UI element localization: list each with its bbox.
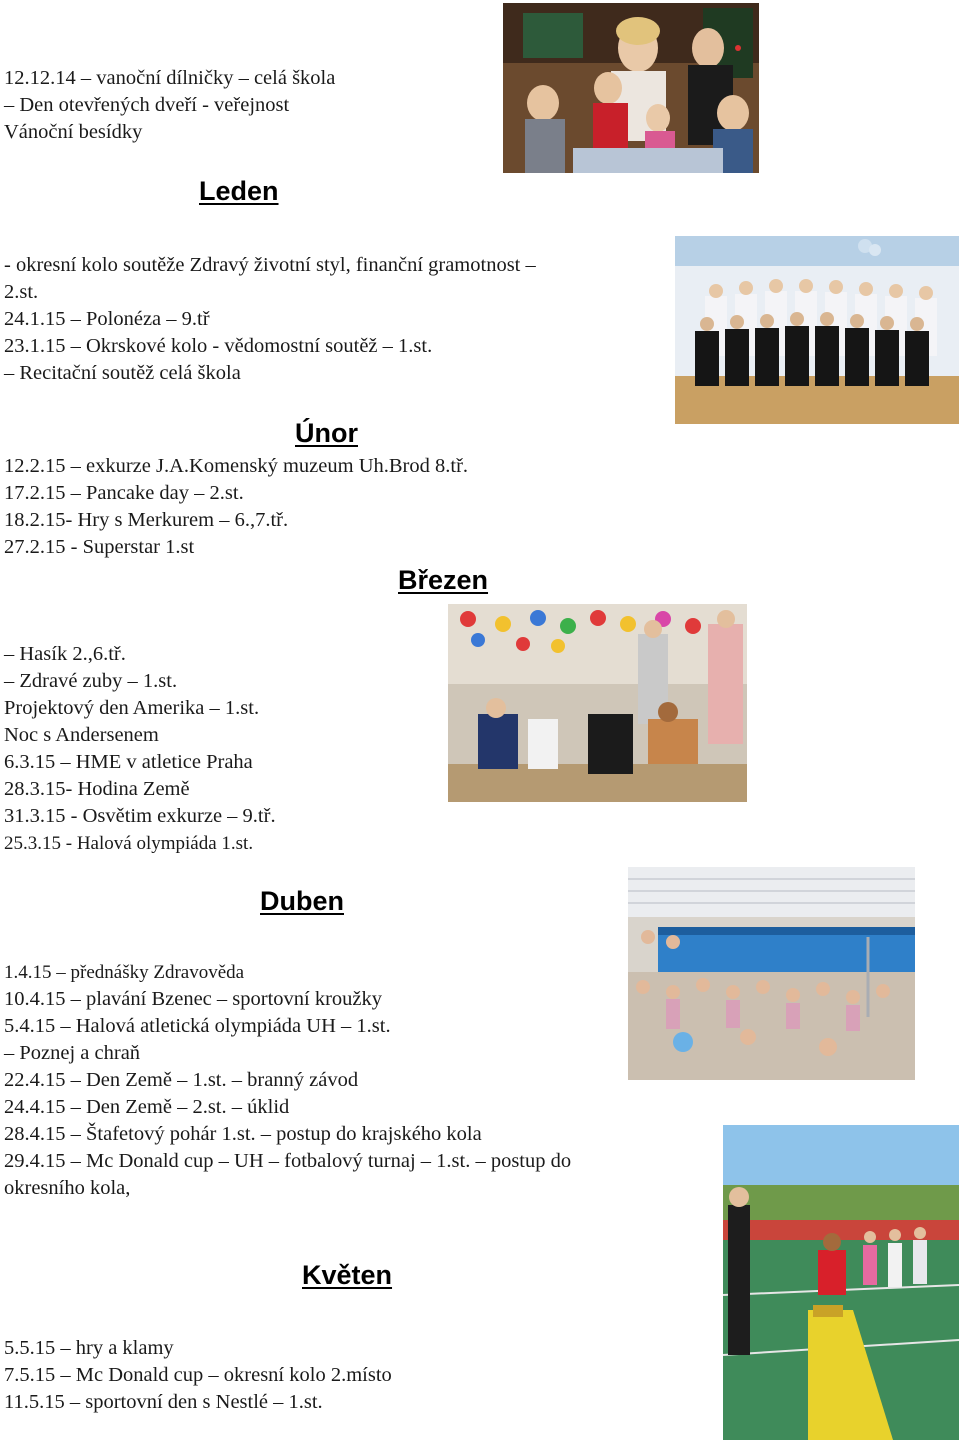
leden-line-4: 23.1.15 – Okrskové kolo - vědomostní soutěž – 1.st. bbox=[4, 335, 433, 357]
brezen-line-3: Projektový den Amerika – 1.st. bbox=[4, 697, 260, 719]
duben-line-9: okresního kola, bbox=[4, 1177, 131, 1199]
duben-line-6: 24.4.15 – Den Země – 2.st. – úklid bbox=[4, 1096, 290, 1118]
duben-line-7: 28.4.15 – Štafetový pohár 1.st. – postup do krajského kola bbox=[4, 1123, 482, 1145]
duben-line-1: 1.4.15 – přednášky Zdravověda bbox=[4, 962, 245, 983]
brezen-line-2: – Zdravé zuby – 1.st. bbox=[4, 670, 178, 692]
leden-line-1: - okresní kolo soutěže Zdravý životní styl, finanční gramotnost – bbox=[4, 254, 536, 276]
unor-line-1: 12.2.15 – exkurze J.A.Komenský muzeum Uh.Brod 8.tř. bbox=[4, 455, 469, 477]
photo-america-day bbox=[448, 604, 747, 802]
duben-line-2: 10.4.15 – plavání Bzenec – sportovní kroužky bbox=[4, 988, 383, 1010]
kveten-line-1: 5.5.15 – hry a klamy bbox=[4, 1337, 174, 1359]
december-line-1: 12.12.14 – vanoční dílničky – celá škola bbox=[4, 67, 336, 89]
december-line-3: Vánoční besídky bbox=[4, 121, 143, 143]
brezen-line-8: 25.3.15 - Halová olympiáda 1.st. bbox=[4, 833, 254, 854]
brezen-line-6: 28.3.15- Hodina Země bbox=[4, 778, 190, 800]
leden-line-2: 2.st. bbox=[4, 281, 39, 303]
heading-unor: Únor bbox=[295, 418, 358, 448]
heading-brezen: Březen bbox=[398, 565, 489, 595]
kveten-line-2: 7.5.15 – Mc Donald cup – okresní kolo 2.místo bbox=[4, 1364, 392, 1386]
kveten-line-3: 11.5.15 – sportovní den s Nestlé – 1.st. bbox=[4, 1391, 323, 1413]
photo-christmas-workshop bbox=[503, 3, 759, 173]
heading-leden: Leden bbox=[199, 176, 279, 206]
unor-line-2: 17.2.15 – Pancake day – 2.st. bbox=[4, 482, 244, 504]
brezen-line-1: – Hasík 2.,6.tř. bbox=[4, 643, 126, 665]
brezen-line-7: 31.3.15 - Osvětim exkurze – 9.tř. bbox=[4, 805, 276, 827]
heading-kveten: Květen bbox=[302, 1260, 393, 1290]
photo-sports-day bbox=[723, 1125, 959, 1440]
duben-line-5: 22.4.15 – Den Země – 1.st. – branný závod bbox=[4, 1069, 359, 1091]
unor-line-3: 18.2.15- Hry s Merkurem – 6.,7.tř. bbox=[4, 509, 289, 531]
photo-poloneza-group bbox=[675, 236, 959, 424]
photo-swimming-pool bbox=[628, 867, 915, 1080]
brezen-line-5: 6.3.15 – HME v atletice Praha bbox=[4, 751, 253, 773]
duben-line-8: 29.4.15 – Mc Donald cup – UH – fotbalový turnaj – 1.st. – postup do bbox=[4, 1150, 572, 1172]
leden-line-3: 24.1.15 – Polonéza – 9.tř bbox=[4, 308, 210, 330]
duben-line-3: 5.4.15 – Halová atletická olympiáda UH – 1.st. bbox=[4, 1015, 391, 1037]
leden-line-5: – Recitační soutěž celá škola bbox=[4, 362, 241, 384]
brezen-line-4: Noc s Andersenem bbox=[4, 724, 159, 746]
duben-line-4: – Poznej a chraň bbox=[4, 1042, 141, 1064]
unor-line-4: 27.2.15 - Superstar 1.st bbox=[4, 536, 195, 558]
heading-duben: Duben bbox=[260, 886, 344, 916]
december-line-2: – Den otevřených dveří - veřejnost bbox=[4, 94, 290, 116]
